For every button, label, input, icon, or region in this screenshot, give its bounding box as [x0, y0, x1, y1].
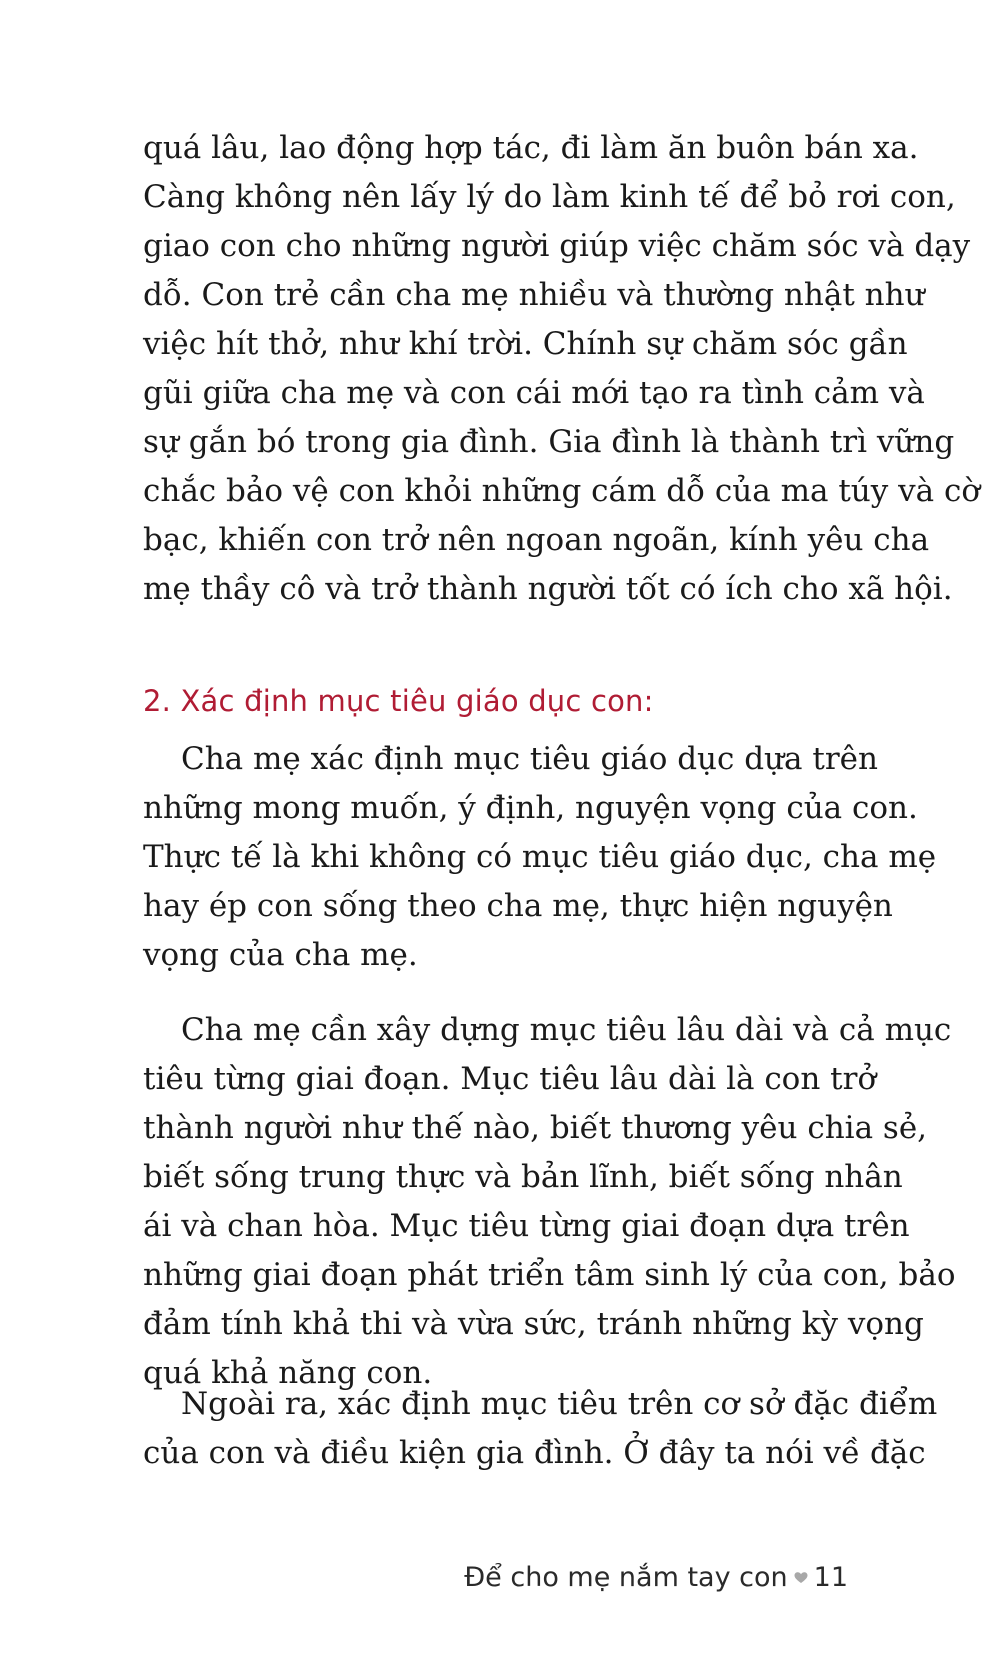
text-line: những giai đoạn phát triển tâm sinh lý của con, bảo	[143, 1257, 956, 1293]
text-line: đảm tính khả thi và vừa sức, tránh những kỳ vọng	[143, 1306, 924, 1342]
section-heading: 2. Xác định mục tiêu giáo dục con:	[143, 684, 654, 718]
heart-icon	[794, 1571, 808, 1585]
page-footer	[464, 1562, 848, 1593]
text-line: Càng không nên lấy lý do làm kinh tế để bỏ rơi con,	[143, 179, 956, 215]
text-line: của con và điều kiện gia đình. Ở đây ta nói về đặc	[143, 1435, 926, 1471]
heart-icon-svg	[794, 1571, 808, 1585]
paragraph-4	[143, 1380, 938, 1478]
text-line: quá lâu, lao động hợp tác, đi làm ăn buôn bán xa.	[143, 130, 919, 166]
text-line: bạc, khiến con trở nên ngoan ngoãn, kính yêu cha	[143, 522, 930, 558]
text-line: chắc bảo vệ con khỏi những cám dỗ của ma túy và cờ	[143, 473, 980, 509]
running-title: Để cho mẹ nắm tay con	[464, 1562, 788, 1593]
text-line: việc hít thở, như khí trời. Chính sự chăm sóc gần	[143, 326, 908, 362]
paragraph-1	[143, 124, 980, 614]
text-line: Cha mẹ cần xây dựng mục tiêu lâu dài và cả mục	[181, 1012, 952, 1048]
text-line: biết sống trung thực và bản lĩnh, biết sống nhân	[143, 1159, 903, 1195]
text-line: những mong muốn, ý định, nguyện vọng của con.	[143, 790, 918, 826]
text-line: quá khả năng con.	[143, 1355, 433, 1391]
text-line: gũi giữa cha mẹ và con cái mới tạo ra tình cảm và	[143, 375, 925, 411]
text-line: ái và chan hòa. Mục tiêu từng giai đoạn dựa trên	[143, 1208, 910, 1244]
text-line: vọng của cha mẹ.	[143, 937, 418, 973]
text-line: Thực tế là khi không có mục tiêu giáo dục, cha mẹ	[143, 839, 937, 875]
page-number: 11	[813, 1562, 848, 1593]
text-line: Ngoài ra, xác định mục tiêu trên cơ sở đặc điểm	[181, 1386, 938, 1422]
text-line: giao con cho những người giúp việc chăm sóc và dạy	[143, 228, 971, 264]
text-line: dỗ. Con trẻ cần cha mẹ nhiều và thường nhật như	[143, 277, 925, 313]
text-line: hay ép con sống theo cha mẹ, thực hiện nguyện	[143, 888, 893, 924]
text-line: tiêu từng giai đoạn. Mục tiêu lâu dài là con trở	[143, 1061, 877, 1097]
paragraph-3	[143, 1006, 956, 1398]
text-line: thành người như thế nào, biết thương yêu chia sẻ,	[143, 1110, 928, 1146]
text-line: mẹ thầy cô và trở thành người tốt có ích cho xã hội.	[143, 571, 953, 607]
paragraph-2	[143, 735, 937, 980]
text-line: sự gắn bó trong gia đình. Gia đình là thành trì vững	[143, 424, 955, 460]
text-line: Cha mẹ xác định mục tiêu giáo dục dựa trên	[181, 741, 878, 777]
